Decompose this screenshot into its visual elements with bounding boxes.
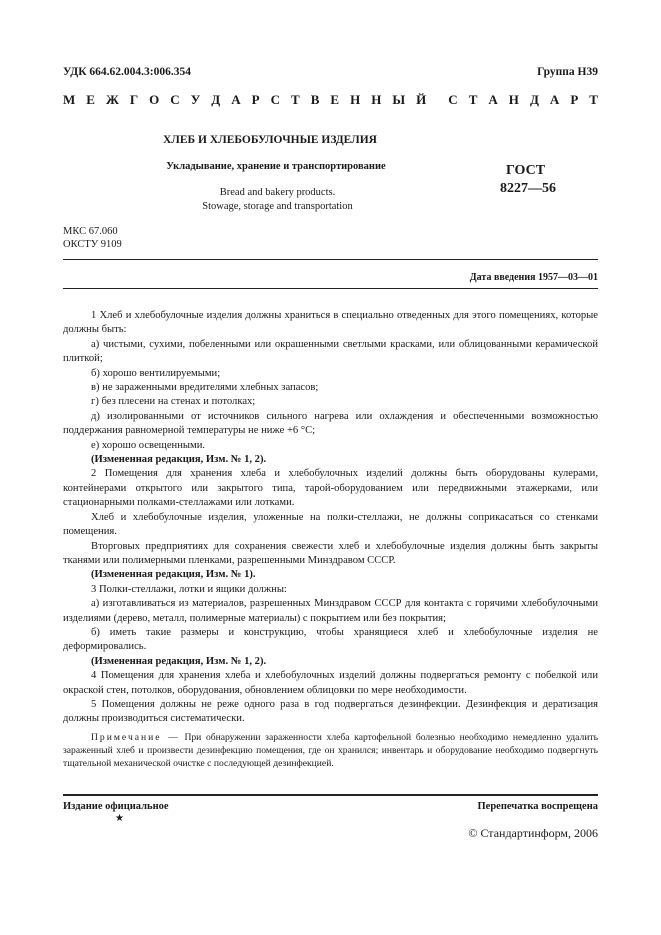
okstu-code: ОКСТУ 9109 bbox=[63, 239, 122, 250]
paragraph-3: 3 Полки-стеллажи, лотки и ящики должны: bbox=[91, 583, 287, 595]
edition-label: Издание официальное bbox=[63, 801, 169, 812]
paragraph-5: 5 Помещения должны не реже одного раза в год подвергаться дезинфекции. Дезинфекция и дератизация должны производиться систематически. bbox=[63, 698, 598, 725]
copyright: © Стандартинформ, 2006 bbox=[468, 826, 598, 840]
heading-letter: Н bbox=[350, 92, 361, 107]
list-item-e: е) хорошо освещенными. bbox=[91, 439, 206, 451]
english-title-line1: Bread and bakery products. bbox=[219, 187, 336, 198]
footnote-label: Примечание — bbox=[91, 731, 180, 743]
list-item-b: б) иметь такие размеры и конструкцию, чтобы хранящиеся хлеб и хлебобулочные изделия не деформировались. bbox=[63, 626, 598, 653]
heading-letter: У bbox=[190, 92, 201, 107]
heading-letter: Т bbox=[468, 92, 478, 107]
list-item-b: б) хорошо вентилируемыми; bbox=[91, 367, 221, 379]
heading-letter: Р bbox=[251, 92, 260, 107]
english-title-line2: Stowage, storage and transportation bbox=[202, 201, 353, 212]
heading-letter: Д bbox=[529, 92, 539, 107]
heading-letter: Н bbox=[371, 92, 382, 107]
heading-letter: А bbox=[488, 92, 498, 107]
paragraph-2c: Вторговых предприятиях для сохранения свежести хлеб и хлебобулочные изделия должны быть закрыты тканями или полимерными пленками, разрешенными Минздравом СССР. bbox=[63, 540, 598, 566]
list-item-a: а) чистыми, сухими, побеленными или окрашенными светлыми красками, или облицованными керамической плиткой; bbox=[63, 338, 598, 365]
heading-letter: Ы bbox=[392, 92, 406, 107]
udk-code: УДК 664.62.004.3:006.354 bbox=[63, 66, 191, 78]
heading-letter: Е bbox=[330, 92, 340, 107]
heading-letter: Р bbox=[570, 92, 579, 107]
footnote bbox=[63, 731, 598, 771]
paragraph-1: 1 Хлеб и хлебобулочные изделия должны храниться в специально отведенных для этого помещениях, которые должны быть: bbox=[63, 310, 598, 336]
paragraph-2b: Хлеб и хлебобулочные изделия, уложенные на полки-стеллажи, не должны соприкасаться со стенками помещения. bbox=[63, 511, 598, 538]
revision-note: (Измененная редакция, Изм. № 1). bbox=[91, 569, 256, 581]
heading-letter: М bbox=[63, 92, 76, 107]
heading-letter: О bbox=[149, 92, 160, 107]
heading-letter: Т bbox=[589, 92, 598, 107]
heading-letter: Г bbox=[129, 92, 139, 107]
divider bbox=[63, 288, 598, 289]
heading-letter: В bbox=[310, 92, 320, 107]
revision-note: (Измененная редакция, Изм. № 1, 2). bbox=[91, 655, 267, 667]
heading-letter: Й bbox=[416, 92, 427, 107]
revision-note: (Измененная редакция, Изм. № 1, 2). bbox=[91, 454, 267, 466]
divider bbox=[63, 259, 598, 260]
reprint-notice: Перепечатка воспрещена bbox=[477, 801, 598, 812]
list-item-d: д) изолированными от источников сильного нагрева или охлаждения и обеспеченными возможностью поддержания равномерной температуры не ниже +6 °С; bbox=[63, 410, 598, 437]
mks-code: МКС 67.060 bbox=[63, 226, 118, 237]
interstate-standard-heading bbox=[63, 92, 598, 108]
group-code: Группа Н39 bbox=[537, 66, 598, 78]
list-item-g: г) без плесени на стенах и потолках; bbox=[91, 396, 256, 408]
heading-letter: Ж bbox=[105, 92, 119, 107]
heading-letter: А bbox=[549, 92, 560, 107]
footer-divider bbox=[63, 794, 598, 796]
gost-number: 8227—56 bbox=[500, 181, 556, 196]
introduction-date: Дата введения 1957—03—01 bbox=[469, 272, 598, 283]
document-body bbox=[63, 309, 598, 770]
list-item-a: а) изготавливаться из материалов, разрешенных Минздравом СССР для контакта с горячими хлебобулочными изделиями (дерево, металл, полимерные материалы) с покрытием или без покрытия; bbox=[63, 598, 598, 624]
list-item-v: в) не зараженными вредителями хлебных запасов; bbox=[91, 382, 319, 394]
heading-letter: С bbox=[170, 92, 180, 107]
document-subtitle: Укладывание, хранение и транспортирование bbox=[166, 161, 386, 172]
heading-letter: Д bbox=[211, 92, 221, 107]
footnote-text: При обнаружении зараженности хлеба картофельной болезнью необходимо немедленно удалить зараженный хлеб и произвести дезинфекцию помещения, где он хранился; инвентарь и оборудование необходимо подвергнуть тщательной механической очистке с последующей дезинфекцией. bbox=[63, 731, 598, 770]
heading-letter: Н bbox=[508, 92, 519, 107]
paragraph-4: 4 Помещения для хранения хлеба и хлебобулочных изделий должны подвергаться ремонту с побелкой или окраской стен, потолков, оборудования, обновлением облицовки по мере необходимости. bbox=[63, 670, 598, 696]
heading-letter: Т bbox=[291, 92, 300, 107]
heading-letter: С bbox=[448, 92, 458, 107]
paragraph-2: 2 Помещения для хранения хлеба и хлебобулочных изделий должны быть оборудованы кулерами, контейнерами открытого или закрытого типа, тарой-оборудованием или передвижными этажерками, или стационарными полками-стеллажами или лотками. bbox=[63, 468, 598, 509]
document-title: ХЛЕБ И ХЛЕБОБУЛОЧНЫЕ ИЗДЕЛИЯ bbox=[163, 134, 377, 146]
heading-letter: А bbox=[231, 92, 241, 107]
heading-letter: С bbox=[270, 92, 280, 107]
gost-label: ГОСТ bbox=[506, 163, 546, 178]
star-icon: ★ bbox=[115, 813, 124, 824]
heading-letter: Е bbox=[86, 92, 95, 107]
